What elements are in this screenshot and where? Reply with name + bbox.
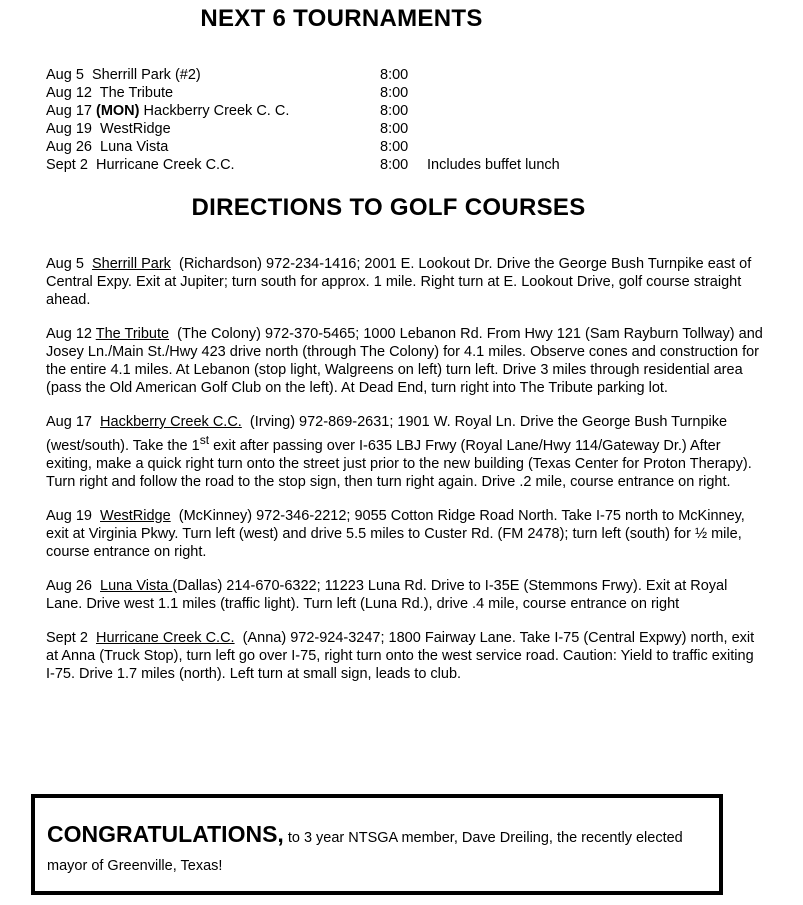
schedule-course: WestRidge xyxy=(100,121,171,137)
schedule-date: Aug 17 xyxy=(46,103,92,119)
course-name: Luna Vista xyxy=(100,577,173,594)
schedule-time: 8:00 xyxy=(380,121,409,137)
schedule-date: Sept 2 xyxy=(46,157,88,173)
schedule-row xyxy=(46,156,560,174)
direction-paragraph xyxy=(46,629,766,683)
direction-paragraph xyxy=(46,255,766,309)
schedule-date: Aug 12 xyxy=(46,85,92,101)
direction-date: Aug 5 xyxy=(46,256,84,272)
direction-date: Aug 26 xyxy=(46,577,92,594)
direction-text: (Anna) 972-924-3247; 1800 Fairway Lane. Take I-75 (Central Expwy) north, exit at Anna (Truck Stop), turn left go over I-75, right turn onto the west service road. Caution: Yield to traffic exiting I-75. Drive 1.7 miles (north). Left turn at small sign, leads to club. xyxy=(46,629,755,682)
course-name: Hurricane Creek C.C. xyxy=(95,629,235,646)
course-name: Hackberry Creek C.C. xyxy=(100,414,242,430)
direction-text: (McKinney) 972-346-2212; 9055 Cotton Ridge Road North. Take I-75 north to McKinney, exit at Virginia Pkwy. Turn left (west) and drive 5.5 miles to Custer Rd. (FM 2478); turn left (south) for ½ mile, course entrance on right. xyxy=(46,507,745,560)
schedule-row xyxy=(46,66,409,84)
schedule-time: 8:00 xyxy=(380,85,409,101)
direction-paragraph xyxy=(46,577,766,613)
schedule-time: 8:00 xyxy=(380,67,409,83)
schedule-time: 8:00 xyxy=(380,157,409,173)
direction-text: (The Colony) 972-370-5465; 1000 Lebanon Rd. From Hwy 121 (Sam Rayburn Tollway) and Josey Ln./Main St./Hwy 423 drive north (through The Colony) for 4.1 miles. Observe cones and construction for the entire 4.1 miles. At Lebanon (stop light, Walgreens on left) turn left. Drive 3 miles through residential area (pass the Old American Golf Club on the left). At Dead End, turn right into The Tribute parking lot. xyxy=(46,326,763,396)
schedule-course: Luna Vista xyxy=(100,139,169,155)
schedule-row xyxy=(46,102,409,120)
schedule-course: Hackberry Creek C. C. xyxy=(143,103,290,119)
direction-paragraph xyxy=(46,325,766,397)
congratulations-headline: CONGRATULATIONS, xyxy=(47,821,284,847)
course-name: WestRidge xyxy=(100,507,171,524)
schedule-time: 8:00 xyxy=(380,103,409,119)
schedule-course: The Tribute xyxy=(99,85,174,101)
page-title: NEXT 6 TOURNAMENTS xyxy=(200,5,483,32)
schedule-date: Aug 19 xyxy=(46,121,92,137)
direction-text: (Irving) 972-869-2631; 1901 W. Royal Ln. Drive the George Bush Turnpike (west/south). Take the 1 xyxy=(46,414,728,454)
direction-date: Aug 19 xyxy=(46,507,92,524)
superscript: st xyxy=(199,433,210,447)
congratulations-box xyxy=(31,794,723,895)
course-name: Sherrill Park xyxy=(91,256,171,272)
direction-date: Sept 2 xyxy=(46,629,88,646)
direction-text: exit after passing over I-635 LBJ Frwy (Royal Lane/Hwy 114/Gateway Dr.) After exiting, make a quick right turn onto the street just prior to the new building (Texas Center for Proton Therapy). Turn right and follow the road to the stop sign, then turn right again. Drive .2 mile, course entrance on right. xyxy=(46,437,752,490)
schedule-date: Aug 26 xyxy=(46,139,92,155)
schedule-row xyxy=(46,120,409,138)
direction-text: (Dallas) 214-670-6322; 11223 Luna Rd. Drive to I-35E (Stemmons Frwy). Exit at Royal Lane. Drive west 1.1 miles (traffic light). Turn left (Luna Rd.), drive .4 mile, course entrance on right xyxy=(46,577,728,612)
congratulations-text xyxy=(47,820,717,880)
course-name: The Tribute xyxy=(95,326,170,342)
direction-paragraph xyxy=(46,507,766,561)
section-title: DIRECTIONS TO GOLF COURSES xyxy=(191,194,586,221)
direction-text: (Richardson) 972-234-1416; 2001 E. Lookout Dr. Drive the George Bush Turnpike east of Central Expy. Exit at Jupiter; turn south for approx. 1 mile. Right turn at E. Lookout Drive, golf course straight ahead. xyxy=(46,256,752,308)
schedule-date: Aug 5 xyxy=(46,67,84,83)
schedule-row xyxy=(46,84,409,102)
schedule-course: Hurricane Creek C.C. xyxy=(95,157,235,173)
tournament-schedule xyxy=(46,66,560,174)
congratulations-message: to 3 year NTSGA member, Dave Dreiling, the recently elected mayor of Greenville, Texas! xyxy=(47,830,683,874)
directions-list xyxy=(46,255,766,699)
schedule-course: Sherrill Park (#2) xyxy=(91,67,201,83)
schedule-row xyxy=(46,138,409,156)
direction-date: Aug 12 xyxy=(46,326,92,342)
schedule-time: 8:00 xyxy=(380,139,409,155)
direction-paragraph xyxy=(46,413,766,491)
schedule-note: Includes buffet lunch xyxy=(427,157,560,173)
schedule-day: (MON) xyxy=(96,103,140,119)
direction-date: Aug 17 xyxy=(46,414,92,430)
